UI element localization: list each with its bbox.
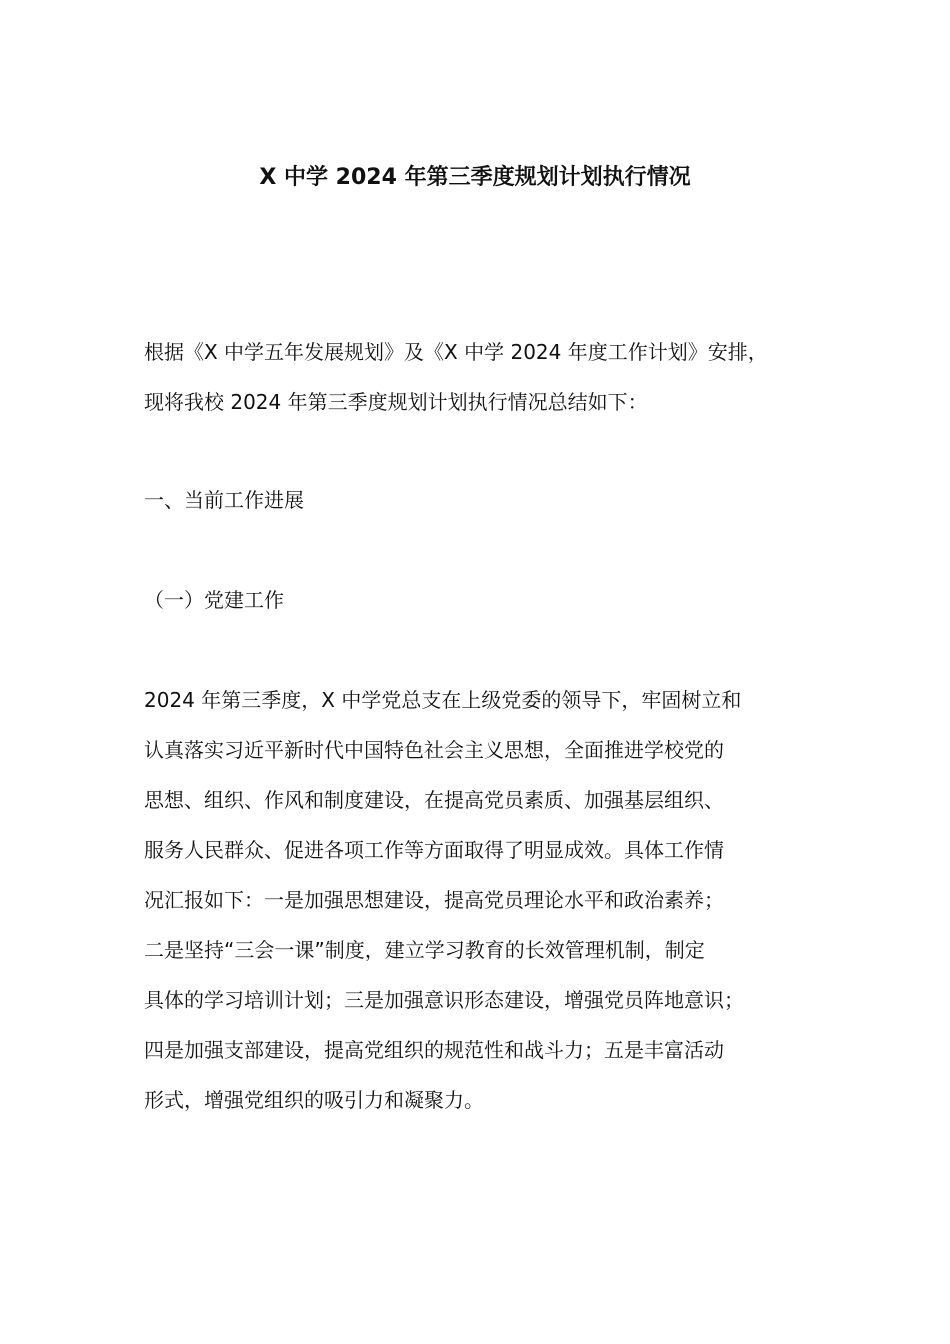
intro-line: 根据《X 中学五年发展规划》及《X 中学 2024 年度工作计划》安排， <box>144 340 768 364</box>
body-line: 具体的学习培训计划；三是加强意识形态建设，增强党员阵地意识； <box>144 988 744 1012</box>
body-line: 认真落实习近平新时代中国特色社会主义思想，全面推进学校党的 <box>144 738 724 762</box>
body-line: 四是加强支部建设，提高党组织的规范性和战斗力；五是丰富活动 <box>144 1038 724 1062</box>
body-line: 服务人民群众、促进各项工作等方面取得了明显成效。具体工作情 <box>144 838 724 862</box>
document-title: X 中学 2024 年第三季度规划计划执行情况 <box>259 165 691 190</box>
body-line: 况汇报如下：一是加强思想建设，提高党员理论水平和政治素养； <box>144 888 724 912</box>
section-heading: 一、当前工作进展 <box>144 488 304 512</box>
subsection-heading: （一）党建工作 <box>144 588 284 612</box>
intro-paragraph <box>144 327 844 427</box>
body-line: 形式，增强党组织的吸引力和凝聚力。 <box>144 1088 484 1112</box>
body-line: 2024 年第三季度，X 中学党总支在上级党委的领导下，牢固树立和 <box>144 688 742 712</box>
body-line: 思想、组织、作风和制度建设，在提高党员素质、加强基层组织、 <box>144 788 724 812</box>
body-line: 二是坚持“三会一课”制度，建立学习教育的长效管理机制，制定 <box>144 938 705 962</box>
intro-line: 现将我校 2024 年第三季度规划计划执行情况总结如下： <box>144 390 648 414</box>
body-paragraph <box>144 675 844 1125</box>
